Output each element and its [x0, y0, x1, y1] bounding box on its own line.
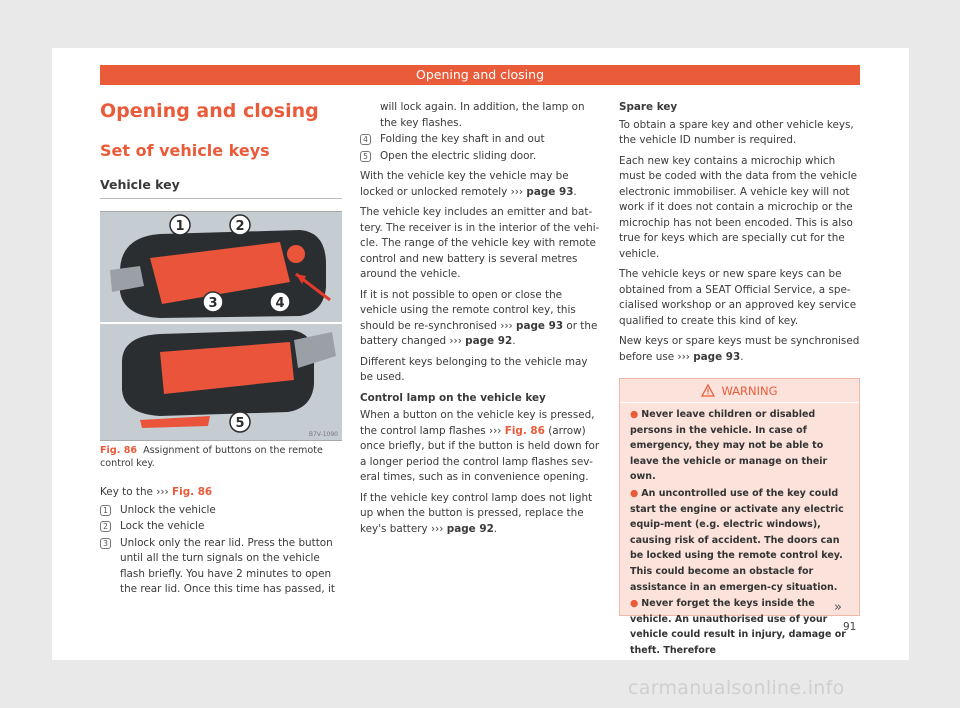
warning-bullet [630, 486, 849, 595]
page-ref-link[interactable]: page 93 [693, 350, 741, 363]
callout-3: 3 [208, 296, 218, 311]
key-list [100, 485, 342, 599]
key-list-intro [100, 485, 342, 501]
watermark: carmanualsonline.info [628, 677, 845, 699]
paragraph [360, 491, 602, 538]
warning-bullet-text: An uncontrolled use of the key could start the engine or activate any electric equip-ment (e.g. electric windows), causing risk of accident. The doors can be locked using the remote control key. This could become an obstacle for assistance in an emergen-cy situation. [630, 487, 844, 593]
section-title: Set of vehicle keys [100, 141, 270, 160]
bullet-icon: ● [630, 598, 639, 610]
subheading-control-lamp: Control lamp on the vehicle key [360, 391, 546, 404]
ref-arrow: ››› [156, 486, 169, 498]
column-middle [360, 100, 602, 542]
page-ref-link[interactable]: page 92 [465, 335, 513, 347]
list-item-text: Lock the vehicle [120, 520, 205, 532]
page-ref-link[interactable]: page 92 [446, 522, 494, 535]
figure-tag: B7V-1090 [308, 431, 338, 438]
section-header-band: Opening and closing [100, 65, 860, 85]
chapter-title: Opening and closing [100, 100, 319, 122]
item-number-badge: 3 [100, 538, 111, 549]
list-item-text: Open the electric sliding door. [380, 149, 537, 162]
paragraph: The vehicle key includes an emitter and bat-tery. The receiver is in the interior of the vehi-cle. The range of the vehicle key with remote control and new battery is several metres around the vehicle. [360, 206, 600, 280]
paragraph [360, 408, 602, 486]
warning-body [620, 403, 859, 659]
page-ref-link[interactable]: page 93 [516, 319, 564, 332]
list-item-continued [360, 100, 602, 131]
figure-ref-link[interactable]: Fig. 86 [172, 486, 213, 498]
list-item [360, 132, 602, 148]
punct: . [740, 350, 744, 363]
list-item [100, 536, 342, 598]
list-item-text: Unlock only the rear lid. Press the button until all the turn signals on the vehicle flash briefly. You have 2 minutes to open the rear lid. Once this time has passed, it [120, 536, 335, 595]
callout-2: 2 [235, 219, 245, 234]
page-number: 91 [843, 621, 857, 633]
key-illustration [100, 212, 342, 441]
key-list-intro-text: Key to the [100, 486, 153, 498]
paragraph: Each new key contains a microchip which must be coded with the data from the vehicle electronic immobiliser. A vehicle key will not work if it does not contain a microchip or the microchip has not been encoded. This is also true for keys which are specially cut for the vehicle. [619, 154, 858, 260]
subsection-title: Vehicle key [100, 177, 180, 192]
list-item [100, 519, 342, 535]
punct: . [493, 522, 498, 535]
continue-mark: » [834, 600, 842, 615]
subsection-divider [100, 198, 342, 199]
list-item [100, 503, 342, 519]
ref-arrow: ››› [677, 350, 690, 363]
ref-arrow: ››› [488, 424, 502, 437]
subheading-spare-key: Spare key [619, 101, 678, 113]
warning-triangle-icon [701, 384, 715, 397]
list-item [360, 149, 602, 165]
list-item-text: Folding the key shaft in and out [380, 133, 545, 145]
paragraph-text: With the vehicle key the vehicle may be locked or unlocked remotely [360, 170, 569, 198]
callout-1: 1 [175, 219, 185, 234]
warning-bullet-text: Never forget the keys inside the vehicle. An unauthorised use of your vehicle could result in injury, damage or theft. Therefore [630, 598, 846, 656]
list-item-text: will lock again. In addition, the lamp on the key flashes. [380, 101, 585, 129]
warning-header [620, 379, 859, 403]
warning-bullet [630, 407, 849, 485]
figure-ref-link[interactable]: Fig. 86 [504, 424, 545, 437]
bullet-icon: ● [630, 487, 639, 499]
punct: . [573, 185, 577, 198]
paragraph-text: (arrow) once briefly, but if the button is held down for a longer period the control lamp flashes sev-eral times, such as in convenience opening. [360, 424, 600, 483]
item-number-badge: 1 [100, 505, 111, 516]
figure-caption-text: Assignment of buttons on the remote control key. [100, 445, 323, 469]
paragraph [619, 334, 860, 365]
list-item-text: Unlock the vehicle [120, 503, 216, 516]
callout-4: 4 [275, 296, 285, 311]
item-number-badge: 5 [360, 151, 371, 162]
ref-arrow: ››› [431, 522, 444, 535]
paragraph [360, 288, 602, 350]
paragraph-text: If the vehicle key control lamp does not light up when the button is pressed, replace the key's battery [360, 491, 593, 535]
figure-label: Fig. 86 [100, 445, 138, 456]
column-right [619, 100, 860, 370]
item-number-badge: 2 [100, 521, 111, 532]
callout-5: 5 [235, 416, 245, 431]
figure-caption [100, 444, 342, 470]
ref-arrow: ››› [500, 319, 513, 332]
paragraph: Different keys belonging to the vehicle may be used. [360, 355, 588, 383]
paragraph [360, 169, 602, 200]
warning-bullet-text: Never leave children or disabled persons in the vehicle. In case of emergency, they may not be able to leave the vehicle or manage on their own. [630, 409, 828, 483]
bullet-icon: ● [630, 409, 639, 420]
paragraph: The vehicle keys or new spare keys can be obtained from a SEAT Official Service, a spe-cialised workshop or an approved key service qualified to create this kind of key. [619, 268, 857, 327]
key-figure [100, 211, 342, 441]
paragraph-text: New keys or spare keys must be synchronised before use [619, 335, 860, 363]
paragraph-text: or the battery changed [360, 319, 598, 347]
page-ref-link[interactable]: page 93 [526, 185, 574, 198]
ref-arrow: ››› [510, 185, 524, 198]
paragraph-text: If it is not possible to open or close the vehicle using the remote control key, this should be re-synchronised [360, 288, 576, 332]
item-number-badge: 4 [360, 134, 371, 145]
punct: . [512, 335, 516, 347]
ref-arrow: ››› [449, 335, 462, 347]
paragraph: To obtain a spare key and other vehicle keys, the vehicle ID number is required. [619, 118, 854, 146]
warning-title: WARNING [721, 383, 778, 398]
paragraph-text: When a button on the vehicle key is pressed, the control lamp flashes [360, 409, 595, 437]
warning-bullet [630, 596, 849, 658]
